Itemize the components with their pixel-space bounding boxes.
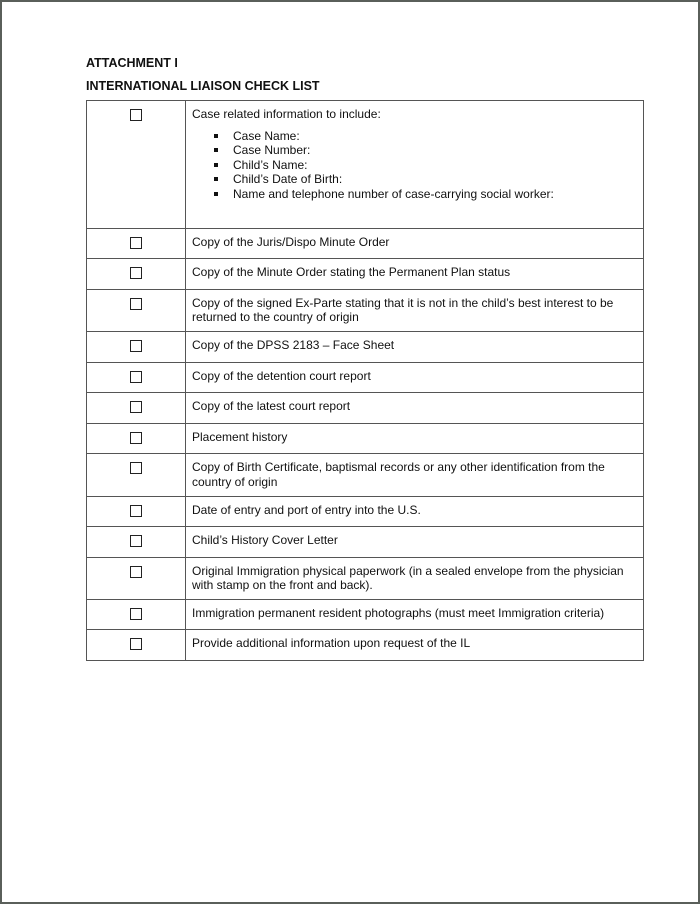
checkbox[interactable]	[130, 535, 142, 547]
case-info-field: Case Name:	[233, 128, 300, 143]
checklist-row	[87, 630, 644, 661]
checklist-title: INTERNATIONAL LIAISON CHECK LIST	[86, 79, 320, 93]
checklist-row	[87, 362, 644, 393]
item-text: Copy of the DPSS 2183 – Face Sheet	[186, 331, 644, 362]
document-body	[86, 56, 624, 661]
checkbox[interactable]	[130, 608, 142, 620]
item-text: Copy of the Juris/Dispo Minute Order	[186, 228, 644, 259]
case-info-intro: Case related information to include:	[192, 107, 381, 121]
item-text: Copy of the Minute Order stating the Permanent Plan status	[186, 259, 644, 290]
square-bullet-icon	[214, 134, 218, 138]
case-info-list	[214, 129, 637, 202]
item-text: Placement history	[186, 423, 644, 454]
checkbox-cell	[87, 527, 186, 558]
list-item	[214, 187, 637, 202]
checkbox[interactable]	[130, 109, 142, 121]
item-text: Child’s History Cover Letter	[186, 527, 644, 558]
square-bullet-icon	[214, 163, 218, 167]
checkbox-cell	[87, 362, 186, 393]
item-text: Original Immigration physical paperwork (in a sealed envelope from the physician with stamp on the front and back).	[186, 557, 644, 599]
item-text: Copy of the detention court report	[186, 362, 644, 393]
checkbox[interactable]	[130, 566, 142, 578]
list-item	[214, 129, 637, 144]
checklist-table	[86, 100, 644, 661]
checkbox[interactable]	[130, 371, 142, 383]
attachment-label: ATTACHMENT I	[86, 56, 178, 70]
checklist-row-case-info	[87, 101, 644, 229]
checkbox[interactable]	[130, 267, 142, 279]
item-text: Date of entry and port of entry into the U.S.	[186, 496, 644, 527]
checkbox[interactable]	[130, 401, 142, 413]
checkbox[interactable]	[130, 432, 142, 444]
checklist-row	[87, 331, 644, 362]
checklist-row	[87, 454, 644, 496]
checkbox-cell	[87, 331, 186, 362]
checklist-row	[87, 423, 644, 454]
checklist-row	[87, 259, 644, 290]
checklist-row	[87, 527, 644, 558]
square-bullet-icon	[214, 177, 218, 181]
checkbox[interactable]	[130, 237, 142, 249]
checkbox[interactable]	[130, 505, 142, 517]
checkbox-cell	[87, 454, 186, 496]
case-info-field: Name and telephone number of case-carrying social worker:	[233, 186, 554, 201]
item-text: Copy of the signed Ex-Parte stating that it is not in the child’s best interest to be returned to the country of origin	[186, 289, 644, 331]
checklist-row	[87, 496, 644, 527]
square-bullet-icon	[214, 148, 218, 152]
checklist-row	[87, 599, 644, 630]
checkbox[interactable]	[130, 298, 142, 310]
checkbox-cell	[87, 393, 186, 424]
square-bullet-icon	[214, 192, 218, 196]
checkbox-cell	[87, 599, 186, 630]
item-text: Immigration permanent resident photographs (must meet Immigration criteria)	[186, 599, 644, 630]
checkbox-cell	[87, 557, 186, 599]
item-text: Copy of the latest court report	[186, 393, 644, 424]
checklist-row	[87, 228, 644, 259]
case-info-field: Child’s Date of Birth:	[233, 172, 343, 187]
checkbox-cell	[87, 630, 186, 661]
item-text-cell	[186, 101, 644, 229]
list-item	[214, 158, 637, 173]
item-text: Copy of Birth Certificate, baptismal records or any other identification from the country of origin	[186, 454, 644, 496]
checkbox-cell	[87, 423, 186, 454]
list-item	[214, 143, 637, 158]
checkbox-cell	[87, 496, 186, 527]
item-text: Provide additional information upon request of the IL	[186, 630, 644, 661]
checkbox-cell	[87, 259, 186, 290]
checkbox[interactable]	[130, 638, 142, 650]
checklist-row	[87, 557, 644, 599]
list-item	[214, 172, 637, 187]
checkbox[interactable]	[130, 462, 142, 474]
checkbox-cell	[87, 228, 186, 259]
checkbox[interactable]	[130, 340, 142, 352]
checkbox-cell	[87, 101, 186, 229]
case-info-field: Case Number:	[233, 143, 311, 158]
checklist-row	[87, 393, 644, 424]
checklist-row	[87, 289, 644, 331]
checkbox-cell	[87, 289, 186, 331]
case-info-field: Child’s Name:	[233, 157, 308, 172]
